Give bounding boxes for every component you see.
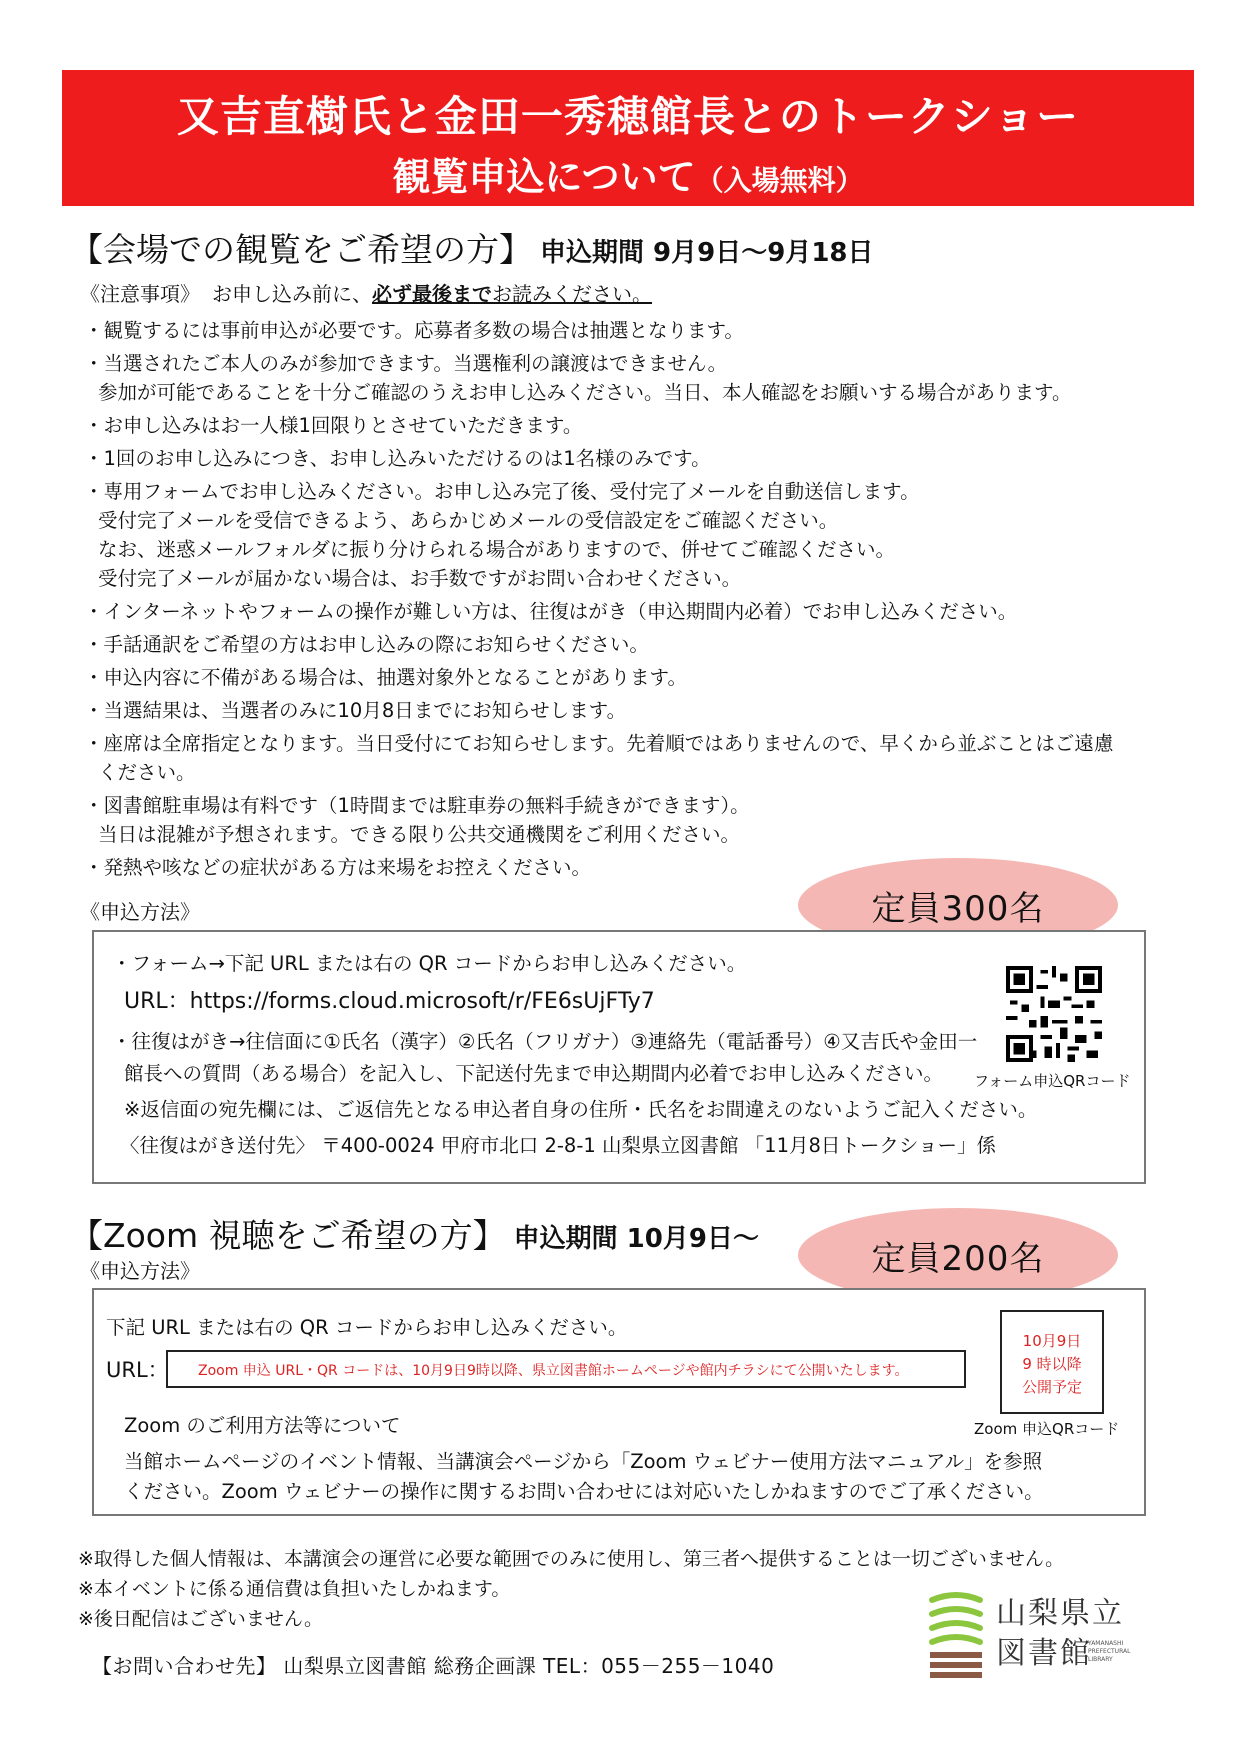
note-line: ください。: [98, 761, 196, 784]
library-logo: [928, 1590, 1148, 1680]
notes-list: [84, 316, 1194, 886]
form-url[interactable]: URL：https://forms.cloud.microsoft/r/FE6sUjFTy7: [124, 989, 655, 1014]
banner-subtitle: 観覧申込について（入場無料）: [392, 154, 864, 199]
note-line: ・専用フォームでお申し込みください。お申し込み完了後、受付完了メールを自動送信します。: [84, 480, 920, 503]
no-stream-note: ※後日配信はございません。: [78, 1608, 324, 1630]
note-line: ・発熱や咳などの症状がある方は来場をお控えください。: [84, 856, 592, 879]
zoom-section-title: 【Zoom 視聴をご希望の方】 申込期間 10月9日～: [70, 1216, 759, 1255]
note-item: [84, 349, 1194, 407]
venue-method-heading: 《申込方法》: [80, 900, 200, 924]
note-item: [84, 791, 1194, 849]
cost-note: ※本イベントに係る通信費は負担いたしかねます。: [78, 1578, 511, 1600]
zoom-url-notice: Zoom 申込 URL・QR コードは、10月9日9時以降、県立図書館ホームページや館内チラシにて公開いたします。: [198, 1363, 909, 1379]
notes-heading: 《注意事項》 お申し込み前に、必ず最後までお読みください。: [80, 282, 652, 306]
venue-period: 申込期間 9月9日～9月18日: [540, 238, 874, 268]
note-item: [84, 411, 1194, 440]
privacy-note: ※取得した個人情報は、本講演会の運営に必要な範囲でのみに使用し、第三者へ提供することは一切ございません。: [78, 1548, 1065, 1570]
zoom-lead: 下記 URL または右の QR コードからお申し込みください。: [106, 1316, 628, 1339]
note-item: [84, 696, 1194, 725]
contact-info: 【お問い合わせ先】 山梨県立図書館 総務企画課 TEL：055－255－1040: [92, 1654, 775, 1678]
zoom-url-field[interactable]: [166, 1350, 966, 1388]
note-line: ・座席は全席指定となります。当日受付にてお知らせします。先着順ではありませんので、早くから並ぶことはご遠慮: [84, 732, 1114, 755]
note-line: 当日は混雑が予想されます。できる限り公共交通機関をご利用ください。: [98, 823, 740, 846]
zoom-url-label: URL：: [106, 1358, 169, 1382]
method-form-line: ・フォーム→下記 URL または右の QR コードからお申し込みください。: [112, 952, 747, 975]
title-banner: [62, 70, 1194, 206]
note-line: ・申込内容に不備がある場合は、抽選対象外となることがあります。: [84, 666, 687, 689]
form-qr-caption: フォーム申込QRコード: [974, 1072, 1131, 1090]
note-line: ・当選結果は、当選者のみに10月8日までにお知らせします。: [84, 699, 627, 722]
zoom-qr-placeholder: 10月9日 9 時以降 公開予定: [1000, 1310, 1104, 1414]
capacity-bubble-zoom: 定員200名: [798, 1208, 1118, 1302]
library-logo-mark: [928, 1590, 984, 1680]
venue-method-box: [92, 930, 1146, 1184]
note-line: ・観覧するには事前申込が必要です。応募者多数の場合は抽選となります。: [84, 319, 744, 342]
note-item: [84, 597, 1194, 626]
zoom-period: 申込期間 10月9日～: [513, 1224, 759, 1254]
note-line: ・手話通訳をご希望の方はお申し込みの際にお知らせください。: [84, 633, 649, 656]
capacity-bubble-venue: 定員300名: [798, 858, 1118, 952]
zoom-method-heading: 《申込方法》: [80, 1259, 200, 1283]
note-line: ・当選されたご本人のみが参加できます。当選権利の譲渡はできません。: [84, 352, 728, 375]
note-line: ・1回のお申し込みにつき、お申し込みいただけるのは1名様のみです。: [84, 447, 711, 470]
note-item: [84, 477, 1194, 593]
banner-title: 又吉直樹氏と金田一秀穂館長とのトークショー: [176, 92, 1080, 141]
footer-notes: [78, 1544, 1064, 1634]
note-line: 受付完了メールが届かない場合は、お手数ですがお問い合わせください。: [98, 567, 742, 590]
note-line: ・インターネットやフォームの操作が難しい方は、往復はがき（申込期間内必着）でお申し込みください。: [84, 600, 1018, 623]
zoom-qr-caption: Zoom 申込QRコード: [974, 1420, 1120, 1438]
note-line: 受付完了メールを受信できるよう、あらかじめメールの受信設定をご確認ください。: [98, 509, 839, 532]
zoom-usage-line-2: ください。Zoom ウェビナーの操作に関するお問い合わせには対応いたしかねますのでご了承ください。: [124, 1480, 1044, 1503]
method-postcard-line: ・往復はがき→往信面に①氏名（漢字）②氏名（フリガナ）③連絡先（電話番号）④又吉氏や金田一: [112, 1030, 978, 1053]
zoom-usage-line-1: 当館ホームページのイベント情報、当講演会ページから「Zoom ウェビナー使用方法マニュアル」を参照: [124, 1450, 1043, 1473]
note-item: [84, 316, 1194, 345]
zoom-method-box: [92, 1288, 1146, 1516]
note-line: ・図書館駐車場は有料です（1時間までは駐車券の無料手続きができます）。: [84, 794, 750, 817]
postcard-address: 〈往復はがき送付先〉 〒400-0024 甲府市北口 2-8-1 山梨県立図書館 「11月8日トークショー」係: [120, 1134, 996, 1157]
note-line: 参加が可能であることを十分ご確認のうえお申し込みください。当日、本人確認をお願いする場合があります。: [98, 381, 1072, 404]
form-qr-code[interactable]: [1006, 966, 1102, 1062]
note-item: [84, 630, 1194, 659]
note-item: [84, 663, 1194, 692]
note-item: [84, 444, 1194, 473]
note-line: ・お申し込みはお一人様1回限りとさせていただきます。: [84, 414, 583, 437]
venue-section-title: 【会場での観覧をご希望の方】 申込期間 9月9日～9月18日: [70, 230, 874, 269]
note-item: [84, 729, 1194, 787]
method-postcard-line-2: 館長への質問（ある場合）を記入し、下記送付先まで申込期間内必着でお申し込みください。: [124, 1062, 944, 1085]
library-logo-en: YAMANASHI PREFECTURAL LIBRARY: [1088, 1640, 1131, 1663]
library-logo-text: 山梨県立 図書館: [996, 1596, 1124, 1671]
return-address-note: ※返信面の宛先欄には、ご返信先となる申込者自身の住所・氏名をお間違えのないようご記入ください。: [124, 1098, 1038, 1121]
note-line: なお、迷惑メールフォルダに振り分けられる場合がありますので、併せてご確認ください。: [98, 538, 895, 561]
zoom-usage-title: Zoom のご利用方法等について: [124, 1414, 401, 1437]
